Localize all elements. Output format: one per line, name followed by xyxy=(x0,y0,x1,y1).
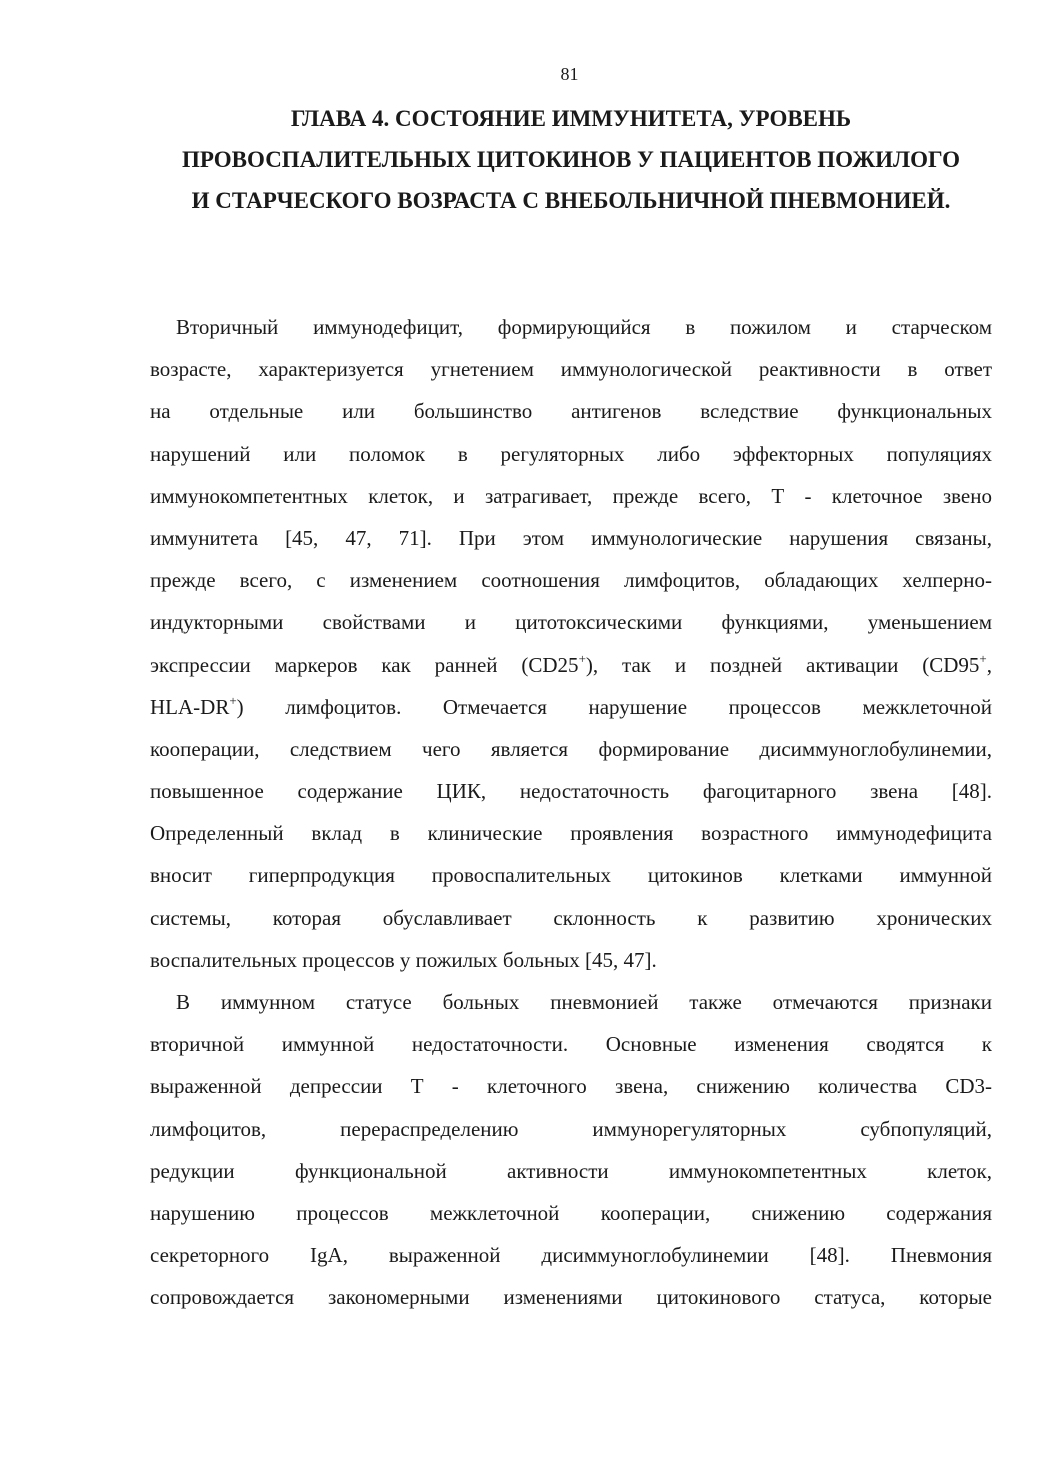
text-line xyxy=(150,686,992,728)
text-line: кооперации, следствием чего является формирование дисиммуноглобулинемии, xyxy=(150,736,992,761)
text-line: системы, которая обуславливает склонность к развитию хронических xyxy=(150,905,992,930)
text-line: прежде всего, с изменением соотношения лимфоцитов, обладающих хелперно- xyxy=(150,568,992,593)
text-line: индукторными свойствами и цитотоксическими функциями, уменьшением xyxy=(150,610,992,635)
paragraph xyxy=(150,306,992,981)
page-number: 81 xyxy=(560,64,579,84)
text-fragment: ), так и поздней активации (CD95 xyxy=(585,652,980,677)
text-fragment: , xyxy=(986,652,992,677)
text-line: воспалительных процессов у пожилых больных [45, 47]. xyxy=(150,947,657,972)
text-line: вторичной иммунной недостаточности. Основные изменения сводятся к xyxy=(150,1032,992,1057)
superscript: + xyxy=(229,692,237,708)
text-line: возрасте, характеризуется угнетением иммунологической реактивности в ответ xyxy=(150,357,992,382)
text-line: Вторичный иммунодефицит, формирующийся в пожилом и старческом xyxy=(176,315,992,339)
text-line: В иммунном статусе больных пневмонией также отмечаются признаки xyxy=(176,990,992,1014)
text-fragment: экспрессии маркеров как ранней (CD25 xyxy=(150,652,579,677)
text-line: повышенное содержание ЦИК, недостаточность фагоцитарного звена [48]. xyxy=(150,779,992,804)
text-line: иммунокомпетентных клеток, и затрагивает, прежде всего, Т - клеточное звено xyxy=(150,483,992,508)
text-line: сопровождается закономерными изменениями цитокинового статуса, которые xyxy=(150,1285,992,1310)
text-line: нарушению процессов межклеточной кооперации, снижению содержания xyxy=(150,1200,992,1225)
text-line: Определенный вклад в клинические проявления возрастного иммунодефицита xyxy=(150,821,992,846)
text-line: секреторного IgA, выраженной дисиммуноглобулинемии [48]. Пневмония xyxy=(150,1243,992,1268)
chapter-heading-line: ГЛАВА 4. СОСТОЯНИЕ ИММУНИТЕТА, УРОВЕНЬ xyxy=(290,106,852,131)
paragraph xyxy=(150,981,992,1319)
text-fragment: HLA-DR xyxy=(150,694,230,719)
text-line: редукции функциональной активности иммунокомпетентных клеток, xyxy=(150,1158,992,1183)
text-line: на отдельные или большинство антигенов вследствие функциональных xyxy=(150,399,992,424)
text-line xyxy=(150,644,992,686)
superscript: + xyxy=(979,650,987,666)
text-line: нарушений или поломок в регуляторных либо эффекторных популяциях xyxy=(150,441,992,466)
body-text xyxy=(150,306,992,1319)
chapter-heading-line: ПРОВОСПАЛИТЕЛЬНЫХ ЦИТОКИНОВ У ПАЦИЕНТОВ ПОЖИЛОГО xyxy=(181,147,961,172)
chapter-heading-line: И СТАРЧЕСКОГО ВОЗРАСТА С ВНЕБОЛЬНИЧНОЙ ПНЕВМОНИЕЙ. xyxy=(191,188,951,213)
superscript: + xyxy=(578,650,586,666)
text-line: иммунитета [45, 47, 71]. При этом иммунологические нарушения связаны, xyxy=(150,525,992,550)
text-line: лимфоцитов, перераспределению иммунорегуляторных субпопуляций, xyxy=(150,1116,992,1141)
text-line: вносит гиперпродукция провоспалительных цитокинов клетками иммунной xyxy=(150,863,992,888)
text-fragment: ) лимфоцитов. Отмечается нарушение процессов межклеточной xyxy=(236,694,992,719)
text-line: выраженной депрессии Т - клеточного звена, снижению количества CD3- xyxy=(150,1074,992,1099)
chapter-heading xyxy=(150,98,992,221)
